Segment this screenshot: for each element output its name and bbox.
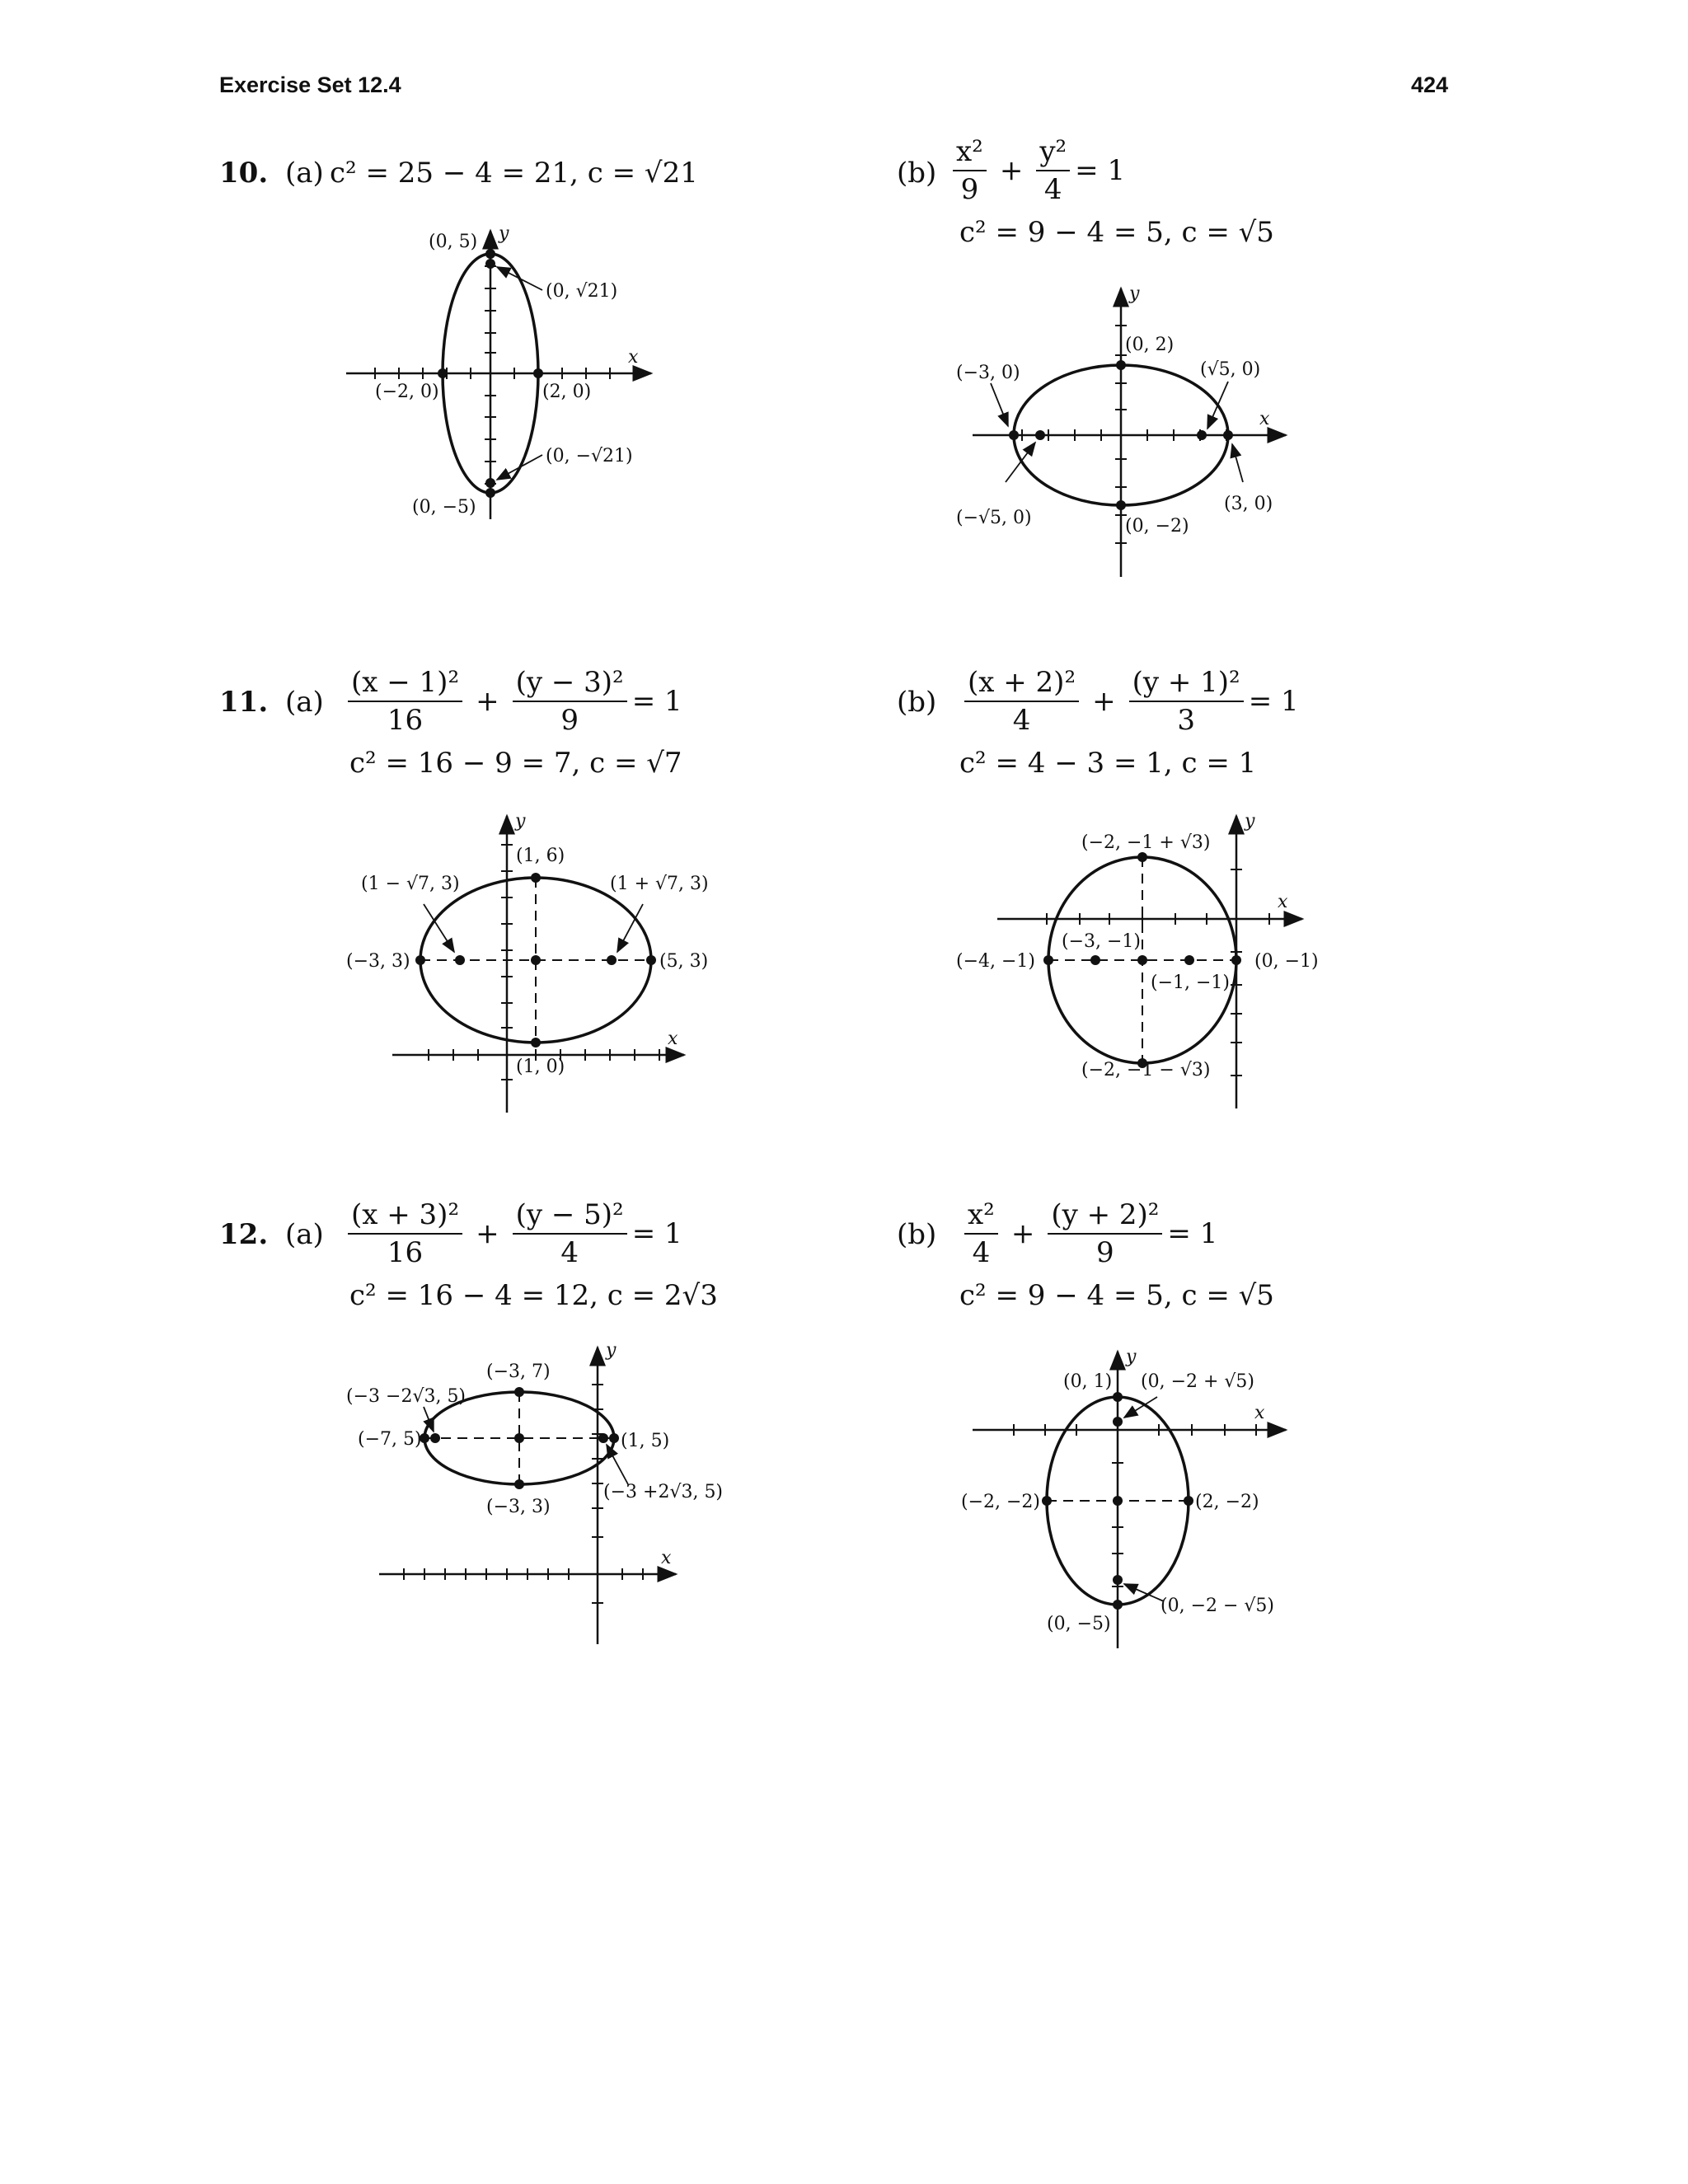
- label-bottom: (−3, 3): [486, 1497, 551, 1517]
- ellipse-graph-10a: [330, 214, 676, 527]
- ellipse-graph-11b: [956, 812, 1368, 1125]
- eq-rhs: = 1: [631, 685, 682, 718]
- label-right: (2, 0): [542, 382, 592, 402]
- equation: $\frac{\text{(x − 1)²}}{16}$ + $\frac{\text{(y − 3)²}}{9}$ = 1: [343, 666, 682, 737]
- problem-number: 10.: [219, 157, 269, 190]
- label-top: (1, 6): [516, 846, 565, 866]
- y-axis-label: y: [1129, 284, 1140, 304]
- label-bottom: (0, −2): [1125, 516, 1189, 537]
- eq-rhs: = 1: [1167, 1217, 1218, 1250]
- y-axis-label: y: [515, 811, 526, 832]
- label-bottom: (−2, −1 − √3): [1081, 1060, 1211, 1080]
- equation: c² = 25 − 4 = 21, c = √21: [330, 157, 698, 190]
- label-focus-bottom: (0, −2 − √5): [1160, 1596, 1275, 1616]
- equation: $\frac{\text{(x + 3)²}}{16}$ + $\frac{\text{(y − 5)²}}{4}$ = 1: [343, 1198, 682, 1269]
- equation: c² = 9 − 4 = 5, c = √5: [959, 1279, 1274, 1312]
- label-focus-right: (1 + √7, 3): [610, 874, 709, 894]
- label-focus-right: (−3 +2√3, 5): [603, 1482, 724, 1502]
- x-axis-label: x: [628, 347, 639, 368]
- page-number: 424: [1411, 73, 1449, 97]
- label-bottom: (1, 0): [516, 1057, 565, 1077]
- label-focus-left: (1 − √7, 3): [361, 874, 460, 894]
- label-left: (−4, −1): [956, 951, 1036, 972]
- part-label: (b): [897, 1218, 937, 1251]
- y-axis-label: y: [499, 223, 509, 244]
- part-label: (b): [897, 157, 937, 190]
- equation: c² = 4 − 3 = 1, c = 1: [959, 747, 1257, 780]
- problem-number: 11.: [219, 686, 269, 719]
- frac-den: 9: [960, 173, 979, 206]
- frac-num: x²: [964, 1198, 998, 1235]
- x-axis-label: x: [1259, 409, 1270, 429]
- frac-den: 4: [1012, 704, 1031, 737]
- arrows: [424, 904, 643, 952]
- equation: c² = 16 − 4 = 12, c = 2√3: [349, 1279, 718, 1312]
- label-right: (1, 5): [621, 1431, 670, 1451]
- frac-den: 9: [560, 704, 579, 737]
- label-left: (−3, 3): [346, 951, 410, 972]
- ellipse-graph-12a: [338, 1339, 734, 1652]
- ellipse-graph-10b: [956, 276, 1352, 589]
- eq-rhs: = 1: [631, 1217, 682, 1250]
- label-top: (−3, 7): [486, 1361, 551, 1382]
- frac-den: 16: [387, 1236, 424, 1269]
- frac-den: 16: [387, 704, 424, 737]
- frac-den: 3: [1177, 704, 1195, 737]
- label-left: (−2, −2): [961, 1492, 1041, 1512]
- x-axis-label: x: [668, 1029, 678, 1049]
- frac-den: 4: [560, 1236, 579, 1269]
- equation: c² = 9 − 4 = 5, c = √5: [959, 216, 1274, 249]
- label-top: (0, 5): [429, 232, 478, 252]
- ellipse-graph-11a: [338, 812, 734, 1125]
- label-bottom: (0, −5): [1047, 1614, 1111, 1634]
- frac-den: 4: [972, 1236, 991, 1269]
- label-focus-top: (0, √21): [546, 281, 618, 302]
- x-axis-label: x: [1278, 892, 1288, 912]
- eq-rhs: = 1: [1075, 154, 1126, 187]
- part-label: (a): [285, 157, 324, 190]
- label-top: (0, 2): [1125, 335, 1175, 355]
- label-focus-right: (√5, 0): [1200, 359, 1261, 380]
- label-focus-left: (−√5, 0): [956, 508, 1032, 528]
- frac-num: y²: [1036, 135, 1070, 171]
- eq-rhs: = 1: [1248, 685, 1299, 718]
- problem-number: 12.: [219, 1218, 269, 1251]
- frac-den: 9: [1096, 1236, 1114, 1269]
- ellipse-graph-12b: [956, 1339, 1352, 1661]
- part-label: (b): [897, 686, 937, 719]
- equation: $\frac{\text{x²}}{4}$ + $\frac{\text{(y + 2)²}}{9}$ = 1: [959, 1198, 1217, 1269]
- label-left: (−7, 5): [358, 1429, 422, 1450]
- equation: $\frac{\text{(x + 2)²}}{4}$ + $\frac{\text{(y + 1)²}}{3}$ = 1: [959, 666, 1299, 737]
- label-focus-left: (−3 −2√3, 5): [346, 1386, 467, 1407]
- label-bottom: (0, −5): [412, 497, 476, 518]
- arrows: [1124, 1397, 1164, 1601]
- label-focus-left: (−3, −1): [1062, 931, 1142, 952]
- equation: c² = 16 − 9 = 7, c = √7: [349, 747, 682, 780]
- label-focus-right: (−1, −1): [1151, 972, 1231, 993]
- label-top: (−2, −1 + √3): [1081, 832, 1211, 853]
- frac-num: (y − 3)²: [513, 666, 627, 702]
- part-label: (a): [285, 1218, 324, 1251]
- y-axis-label: y: [1126, 1347, 1137, 1367]
- section-title: Exercise Set 12.4: [219, 73, 401, 97]
- frac-num: (x + 3)²: [348, 1198, 462, 1235]
- frac-num: (y + 2)²: [1048, 1198, 1162, 1235]
- label-right: (5, 3): [659, 951, 709, 972]
- frac-num: x²: [953, 135, 987, 171]
- frac-num: (y − 5)²: [513, 1198, 627, 1235]
- part-label: (a): [285, 686, 324, 719]
- label-focus-top: (0, −2 + √5): [1141, 1371, 1255, 1392]
- x-axis-label: x: [661, 1548, 672, 1568]
- x-axis-label: x: [1254, 1403, 1265, 1423]
- frac-num: (x − 1)²: [348, 666, 462, 702]
- label-right: (2, −2): [1195, 1492, 1259, 1512]
- y-axis-label: y: [606, 1340, 617, 1361]
- label-left: (−2, 0): [375, 382, 439, 402]
- equation: $\frac{\text{x²}}{9}$ + $\frac{\text{y²}}{4}$ = 1: [948, 135, 1125, 206]
- label-left: (−3, 0): [956, 363, 1020, 383]
- frac-num: (y + 1)²: [1129, 666, 1244, 702]
- frac-den: 4: [1043, 173, 1062, 206]
- label-right: (3, 0): [1224, 494, 1273, 514]
- label-right: (0, −1): [1254, 951, 1319, 972]
- label-top: (0, 1): [1063, 1371, 1113, 1392]
- label-focus-bottom: (0, −√21): [546, 446, 633, 466]
- frac-num: (x + 2)²: [964, 666, 1079, 702]
- y-axis-label: y: [1245, 811, 1255, 832]
